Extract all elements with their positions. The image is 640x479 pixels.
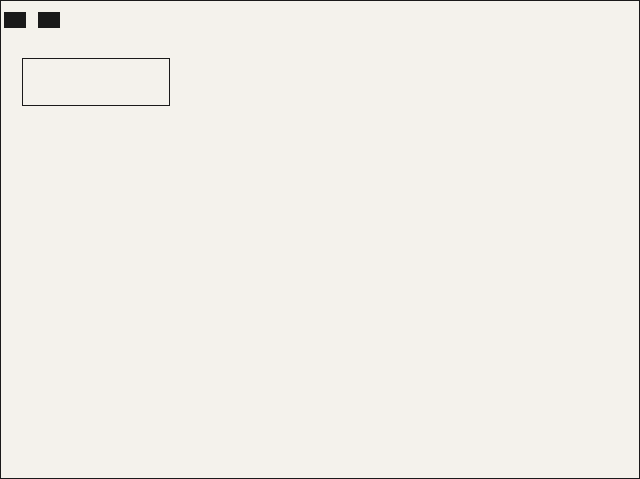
defa-logo <box>4 4 62 52</box>
title-frame <box>22 58 170 106</box>
